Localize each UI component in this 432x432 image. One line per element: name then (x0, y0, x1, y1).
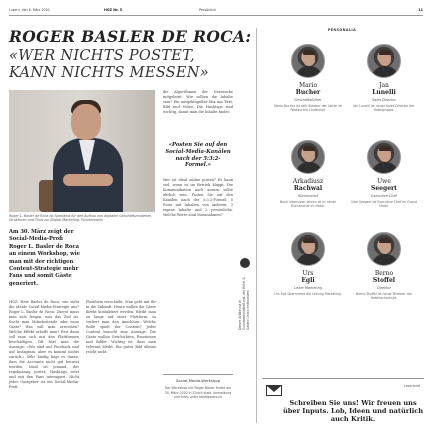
letter-headline: Schreiben Sie uns! Wir freuen uns über Inputs. Lob, Ideen und natürlich auch Kritik. (282, 399, 424, 423)
person-role: Küchenchef (298, 194, 318, 198)
person-first-name: Jan (379, 82, 389, 89)
avatar (291, 44, 325, 78)
person-last-name: Bucher (295, 89, 321, 96)
workshop-title: Social-Media-Workshop (176, 378, 220, 383)
person-first-name: Berno (374, 270, 394, 277)
article-lead: Am 30. März zeigt der Social-Media-Profi Roger L. Basler de Roca an einem Workshop, wie man mit der richtigen Content-Strategie mehr Fans und somit Gäste generiert. (9, 229, 80, 287)
person-card (349, 44, 419, 113)
workshop-body: Der Workshop mit Roger Basler findet am 30. März 2020 in Zürich statt. Anmeldung und Infos unter hotelgastro.ch (164, 386, 232, 400)
headline-line-3: KANN NICHTS MESSEN» (9, 65, 209, 81)
person-role: Executive Chef (371, 194, 397, 198)
publication-name: HGZ Nr. 5 (104, 8, 123, 12)
article-headline (9, 27, 252, 81)
person-role: Direktor (377, 286, 391, 290)
pull-quote (163, 142, 233, 169)
photo-hands (63, 174, 113, 186)
section-name: Persönlich (199, 8, 217, 12)
person-last-name: Rachwal (293, 185, 323, 192)
person-bio: Jan Lunelli ist neuer Sales Director der Hotelgruppe. (353, 104, 415, 113)
letter-label: Leserbrief (404, 384, 420, 388)
portrait-photo (9, 90, 155, 212)
person-role: Leiter Marketing (294, 286, 322, 290)
person-last-name: Lunelli (372, 89, 396, 96)
issue-date: Luzern, den 6. März 2020 (9, 8, 50, 12)
personalia-title: PERSONALIA (327, 28, 357, 32)
person-card (349, 140, 419, 209)
headline-line-1: ROGER BASLER DE ROCA: (9, 27, 252, 46)
person-last-name: Egli (301, 277, 315, 284)
person-bio: Berno Stoffel ist neuer Direktor der Hotelfachschule. (356, 292, 412, 301)
reader-letter-box (262, 378, 424, 424)
avatar (367, 140, 401, 174)
column-divider (256, 28, 257, 423)
person-first-name: Mario (298, 82, 318, 89)
person-card (349, 232, 419, 301)
person-card (273, 232, 343, 296)
union-logo-icon (240, 258, 250, 268)
photo-caption: Roger L. Basler de Roca ist Spezialist für den Aufbau von digitalen Geschäftsmodellen, Strukturen und Tools zur Digital-Marketing. Punkteteams (9, 214, 153, 223)
avatar (367, 232, 401, 266)
person-card (273, 140, 343, 209)
article-column-2: Plattform verschiebt. Man geht mit ihr in die Zukunft. Heute wollen die Gäste direkt kontaktiert werden. Bleibt man zu lange auf einer Plattform, so verliert man den Anschluss. Welche Rolle spielt der Content? Jeder Content braucht eine Aussage. Die Gäste wollen Geschichten, Emotionen und Bilder. Wichtig ist, dass man relevant bleibt. Ein gutes Bild alleine reicht nicht. (86, 300, 156, 354)
person-bio: Mario Bucher ist seit Oktober der Leiter im Restaurant Lindenhof. (274, 104, 342, 113)
person-bio: Uwe Seegert ist Executive Chef im Grand Hotel. (351, 200, 417, 209)
avatar (291, 232, 325, 266)
person-bio: Nach intensiven Jahren ist er neuer Küchenchef im Hotel. (279, 200, 337, 209)
envelope-icon (266, 385, 282, 396)
photo-head (71, 104, 101, 140)
person-first-name: Urs (302, 270, 314, 277)
person-first-name: Arkadiusz (292, 178, 324, 185)
article-column-3b: Wer ist ideal online posten? Es kann viel, wenn es im Betrieb klappt. Die Kommunikation nach aussen sollte ehrlich sein. Posten Sie auf den Kanälen nach der 5:3:2-Formel: 5 Posts mit Inhalten von anderen, 3 eigene Inhalte und 2 persönliche. Welche Werte sind Massnahmen? (163, 178, 233, 217)
person-last-name: Seegert (371, 185, 397, 192)
page-number: 11 (418, 8, 423, 12)
person-role: Geschäftsführer (294, 98, 322, 102)
page-header (9, 8, 423, 16)
workshop-info-box (163, 374, 233, 400)
person-bio: Urs Egli übernimmt die Leitung Marketing. (274, 292, 342, 296)
avatar (291, 140, 325, 174)
person-card (273, 44, 343, 113)
avatar (367, 44, 401, 78)
person-last-name: Stoffel (372, 277, 396, 284)
article-column-3: die Algorithmen der Netzwerke mitgelernt. Wie sollten die Inhalte sein? Ein ausgeklügelter Mix aus Text, Bild und Video. Die Hashtags sind wichtig, damit man die Inhalte findet. (163, 90, 233, 114)
person-first-name: Uwe (377, 178, 391, 185)
person-role: Sales Director (372, 98, 396, 102)
sidebar-vertical-note: Dieser Artikel ist in Zusammenarbeit mit der Hotel & Gastro Union entstanden (238, 277, 250, 330)
article-column-1: HGZ: Herr Basler de Roca, wie sieht die ideale Social-Media-Strategie aus? Roger L. Basler de Roca: Zuerst muss man sich fragen, was das Ziel ist. Sucht man Mitarbeitende oder neue Gäste? Was will man erreichen? Welche Effekt erhofft man? Erst dann soll man sich mit den Plattformen beschäftigen. Oft hört man die Aussage: «Wir sind auf Facebook und auf Instagram, aber es kommt nichts zurück.» Sehr häufig liegt es daran, dass die Accounts nicht gut betreut werden. Ideal ist jemand, der regelmässig postet, Hashtags setzt und mit den Fans interagiert. Nicht jeder Gastgeber ist ein Social-Media-Profi. (9, 300, 79, 389)
pull-quote-text: «Posten Sie auf den Social-Media-Kanälen nach der 5:3:2-Formel.» (165, 142, 231, 169)
headline-line-2: «WER NICHTS POSTET, (9, 48, 195, 64)
